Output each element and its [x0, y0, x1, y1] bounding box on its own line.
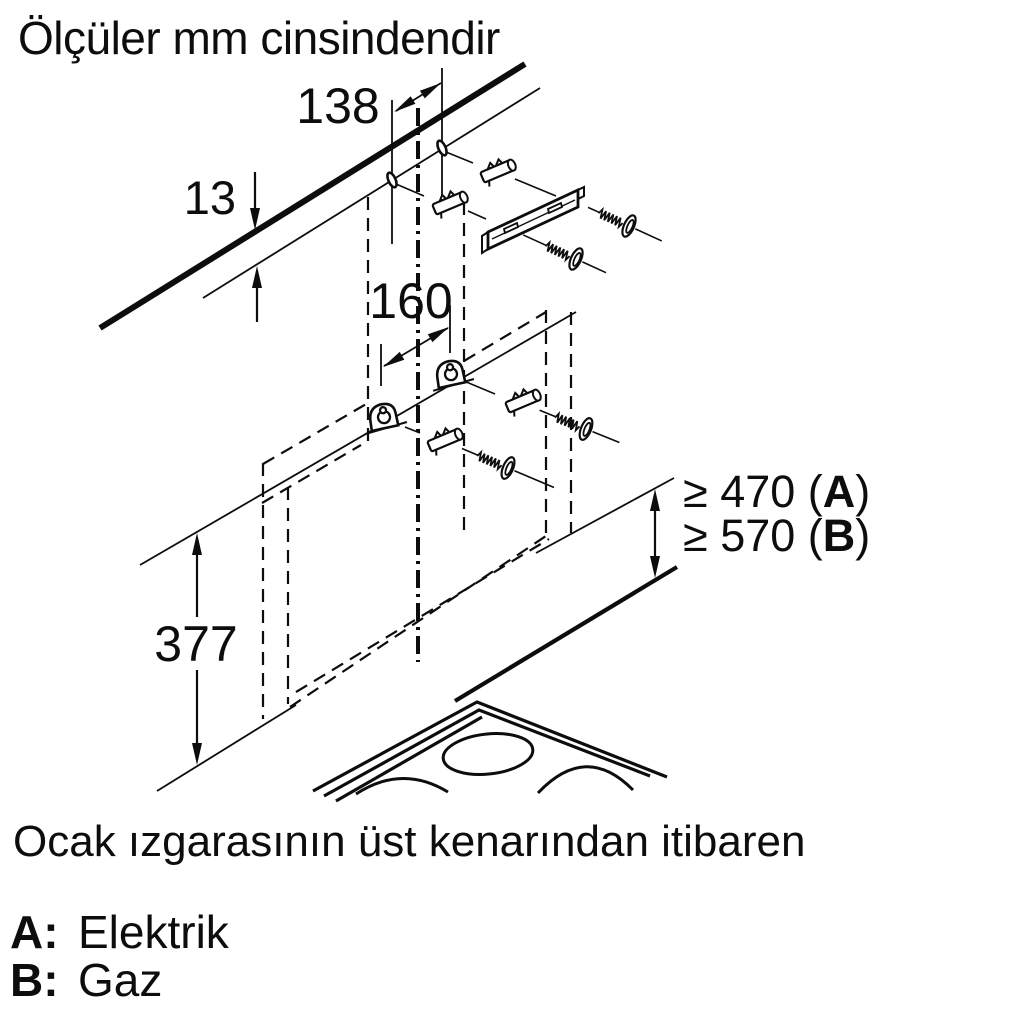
clearance-electric-label: ≥ 470 (A)	[683, 466, 871, 517]
dim-label-377: 377	[154, 616, 238, 672]
mounting-bracket	[482, 187, 584, 253]
dimension-hood-bottom	[154, 533, 237, 765]
dim-label-160: 160	[369, 273, 453, 329]
screw-icon	[457, 438, 558, 498]
dimension-hole-spacing	[296, 68, 442, 244]
wall-plug-icon	[425, 423, 466, 457]
burner-arc-right	[538, 767, 633, 793]
wall-plug-icon	[478, 154, 519, 188]
wall-plug-icon	[503, 384, 544, 418]
page-title: Ölçüler mm cinsindendir	[18, 12, 500, 64]
dimension-edge-offset	[184, 171, 262, 322]
legend	[10, 906, 230, 1006]
screw-icon	[518, 224, 610, 283]
wall-plug-icon	[430, 186, 471, 220]
dim-label-138: 138	[296, 78, 380, 134]
legend-item-electric: A: Elektrik	[10, 906, 229, 958]
legend-item-gas: B: Gaz	[10, 954, 163, 1006]
screw-icon	[535, 400, 623, 454]
dimension-clearance	[650, 466, 870, 578]
burner-ellipse	[441, 729, 535, 778]
dim-label-13: 13	[183, 171, 236, 224]
hood-edge-lines	[140, 312, 674, 791]
footer-note: Ocak ızgarasının üst kenarından itibaren	[13, 817, 806, 866]
hob-surface-line	[455, 567, 677, 701]
hob-drawing	[313, 702, 667, 801]
mounting-hook-icon	[362, 401, 407, 434]
clearance-gas-label: ≥ 570 (B)	[683, 510, 871, 561]
screw-icon	[583, 197, 666, 252]
